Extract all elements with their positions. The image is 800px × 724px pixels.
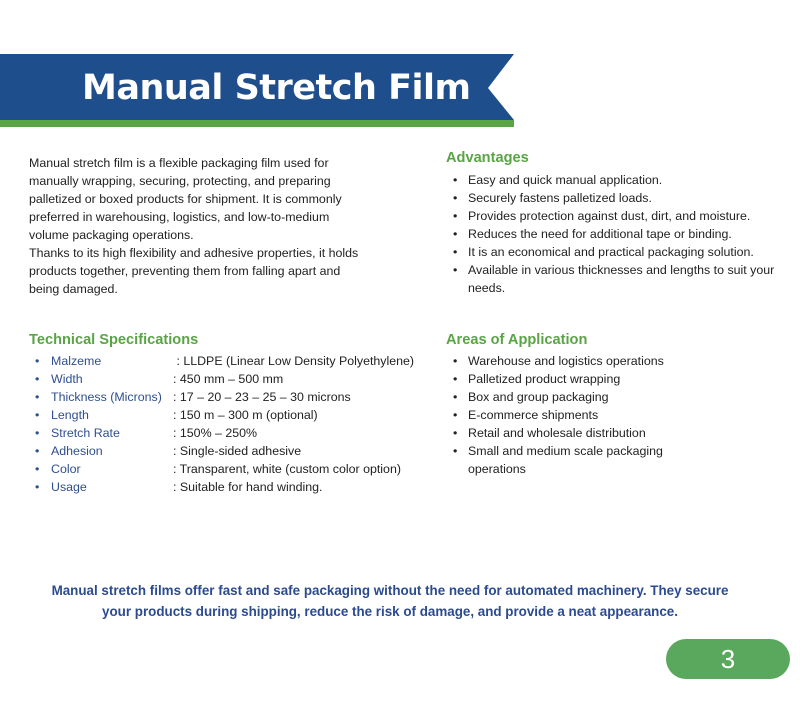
specs-list bbox=[29, 352, 414, 496]
spec-separator: : bbox=[173, 462, 180, 476]
spec-separator: : bbox=[173, 354, 184, 368]
spec-value: 17 – 20 – 23 – 25 – 30 microns bbox=[179, 390, 351, 404]
spec-row bbox=[29, 406, 414, 424]
spec-separator: : bbox=[173, 390, 180, 404]
spec-row bbox=[29, 424, 414, 442]
spec-value: 450 mm – 500 mm bbox=[179, 372, 284, 386]
spec-row bbox=[29, 478, 414, 496]
spec-key: Color bbox=[51, 462, 81, 476]
spec-key: Malzeme bbox=[51, 354, 102, 368]
list-item: • Provides protection against dust, dirt, and moisture. bbox=[446, 207, 786, 225]
title-banner bbox=[0, 54, 516, 128]
list-item: • Reduces the need for additional tape or binding. bbox=[446, 225, 786, 243]
advantages-heading: Advantages bbox=[446, 150, 529, 166]
spec-separator: : bbox=[173, 372, 180, 386]
spec-key: Adhesion bbox=[51, 444, 103, 458]
list-item: • Palletized product wrapping bbox=[446, 370, 696, 388]
spec-value: LLDPE (Linear Low Density Polyethylene) bbox=[183, 354, 415, 368]
spec-value: Single-sided adhesive bbox=[179, 444, 302, 458]
intro-text bbox=[29, 154, 359, 298]
spec-value: Transparent, white (custom color option) bbox=[179, 462, 401, 476]
spec-separator: : bbox=[173, 408, 180, 422]
spec-separator: : bbox=[173, 480, 180, 494]
spec-separator: : bbox=[173, 444, 180, 458]
footer-note: Manual stretch films offer fast and safe packaging without the need for automated machinery. They secure your products during shipping, reduce the risk of damage, and provide a neat appearance. bbox=[51, 583, 729, 619]
list-item: • Retail and wholesale distribution bbox=[446, 424, 696, 442]
list-item: • Warehouse and logistics operations bbox=[446, 352, 696, 370]
list-item: • E-commerce shipments bbox=[446, 406, 696, 424]
spec-key: Width bbox=[51, 372, 83, 386]
spec-value: 150% – 250% bbox=[179, 426, 258, 440]
spec-key: Stretch Rate bbox=[51, 426, 120, 440]
page-title: Manual Stretch Film bbox=[82, 68, 471, 108]
applications-list bbox=[446, 352, 696, 478]
list-item: • Small and medium scale packaging operations bbox=[446, 442, 696, 478]
list-item: • Easy and quick manual application. bbox=[446, 171, 786, 189]
spec-key: Length bbox=[51, 408, 89, 422]
list-item: • Box and group packaging bbox=[446, 388, 696, 406]
specs-heading: Technical Specifications bbox=[29, 332, 199, 348]
list-item: • It is an economical and practical packaging solution. bbox=[446, 243, 786, 261]
advantages-list bbox=[446, 171, 786, 297]
spec-row bbox=[29, 442, 414, 460]
spec-row bbox=[29, 370, 414, 388]
spec-value: 150 m – 300 m (optional) bbox=[179, 408, 318, 422]
intro-paragraph-2: Thanks to its high flexibility and adhesive properties, it holds products together, preventing them from falling apart and being damaged. bbox=[29, 246, 359, 296]
spec-row bbox=[29, 388, 414, 406]
page-number: 3 bbox=[666, 639, 790, 679]
list-item: • Available in various thicknesses and lengths to suit your needs. bbox=[446, 261, 786, 297]
spec-value: Suitable for hand winding. bbox=[179, 480, 323, 494]
spec-key: Usage bbox=[51, 480, 87, 494]
list-item: • Securely fastens palletized loads. bbox=[446, 189, 786, 207]
spec-key: Thickness (Microns) bbox=[51, 390, 162, 404]
spec-row bbox=[29, 352, 414, 370]
spec-separator: : bbox=[173, 426, 180, 440]
spec-row bbox=[29, 460, 414, 478]
applications-heading: Areas of Application bbox=[446, 332, 588, 348]
intro-paragraph-1: Manual stretch film is a flexible packaging film used for manually wrapping, securing, protecting, and preparing palletized or boxed products for shipment. It is commonly preferred in warehousing, logistics, and low-to-medium volume packaging operations. bbox=[29, 156, 342, 242]
